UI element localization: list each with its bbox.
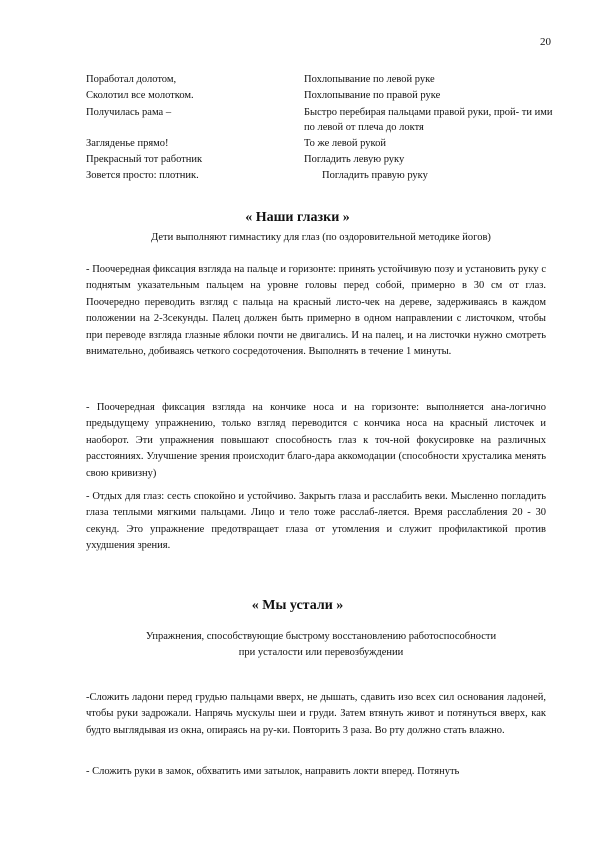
verse-line: Поработал долотом, xyxy=(86,74,177,85)
tired-paragraph-2: - Сложить руки в замок, обхватить ими затылок, направить локти вперед. Потянуть xyxy=(86,766,460,777)
verse-line: Загляденье прямо! xyxy=(86,137,169,149)
verse-action: Похлопывание по левой руке xyxy=(304,74,435,85)
verse-row xyxy=(86,88,556,104)
section-title-eyes: « Наши глазки » xyxy=(245,210,350,225)
verse-row xyxy=(86,136,556,152)
verse-line: Прекрасный тот работник xyxy=(86,153,203,165)
tired-paragraph-1: -Сложить ладони перед грудью пальцами вверх, не дышать, сдавить изо всех сил основания ладоней, чтобы руки задрожали. Напрячь мускулы шеи и груди. Затем втянуть живот и потянуться вверх, как будто выглядывая из окна, опираясь на ру-ки. Повторить 3 раза. Во рту должно стать влажно. xyxy=(86,692,546,736)
verse-row xyxy=(86,105,556,136)
verse-line: Сколотил все молотком. xyxy=(86,90,194,102)
page-number: 20 xyxy=(540,36,551,48)
section-subtitle-tired-line1: Упражнения, способствующие быстрому восстановлению работоспособности xyxy=(145,631,497,642)
section-subtitle-eyes: Дети выполняют гимнастику для глаз (по оздоровительной методике йогов) xyxy=(151,232,491,243)
verse-action: То же левой рукой xyxy=(304,137,386,149)
verse-action: Похлопывание по правой руке xyxy=(304,90,441,102)
verse-line: Получилась рама – xyxy=(86,106,172,118)
eyes-paragraph-2: - Поочередная фиксация взгляда на кончике носа и на горизонте: выполняется ана-логично предыдущему упражнению, только взгляд переводится с кончика носа на красный листочек и наоборот. Эти упражнения повышают способность глаз к точ-ной фокусировке на различных расстояниях. Улучшение зрения происходит благо-дара аккомодации (способности хрусталика менять свою кривизну) xyxy=(86,402,546,479)
section-title-tired: « Мы устали » xyxy=(251,598,344,613)
eyes-paragraph-1: - Поочередная фиксация взгляда на пальце и горизонте: принять устойчивую позу и установить руку с поднятым указательным пальцем на уровне головы перед собой, примерно в 30 см от глаз. Поочередно переводить взгляд с пальца на красный листо-чек на дереве, задерживаясь в каждом положении на 2-3секунды. Палец должен быть примерно в одном направлении с листочком, чтобы при переводе взгляда глазные яблоки почти не двигались. И на палец, и на листочки нужно смотреть внимательно, добиваясь четкого сосредоточения. Выполнять в течение 1 минуты. xyxy=(86,264,546,358)
verse-line: Зовется просто: плотник. xyxy=(86,170,199,182)
section-subtitle-tired-line2: при усталости или перевозбуждении xyxy=(238,647,404,658)
verse-action: Быстро перебирая пальцами правой руки, прой- ти ими по левой от плеча до локтя xyxy=(304,106,553,134)
verse-row xyxy=(86,168,556,184)
eyes-paragraph-3: - Отдых для глаз: сесть спокойно и устойчиво. Закрыть глаза и расслабить веки. Мысленно погладить глаза теплыми мягкими пальцами. Лицо и тело тоже расслаб-ляется. Время расслабления 20 - 30 секунд. Это упражнение предотвращает глаза от утомления и служит профилактикой против ухудшения зрения. xyxy=(86,491,546,552)
verse-row xyxy=(86,152,556,168)
verse-row xyxy=(86,72,556,88)
verse-table xyxy=(86,72,556,184)
verse-action: Погладить правую руку xyxy=(322,170,428,182)
verse-action: Погладить левую руку xyxy=(304,153,405,165)
